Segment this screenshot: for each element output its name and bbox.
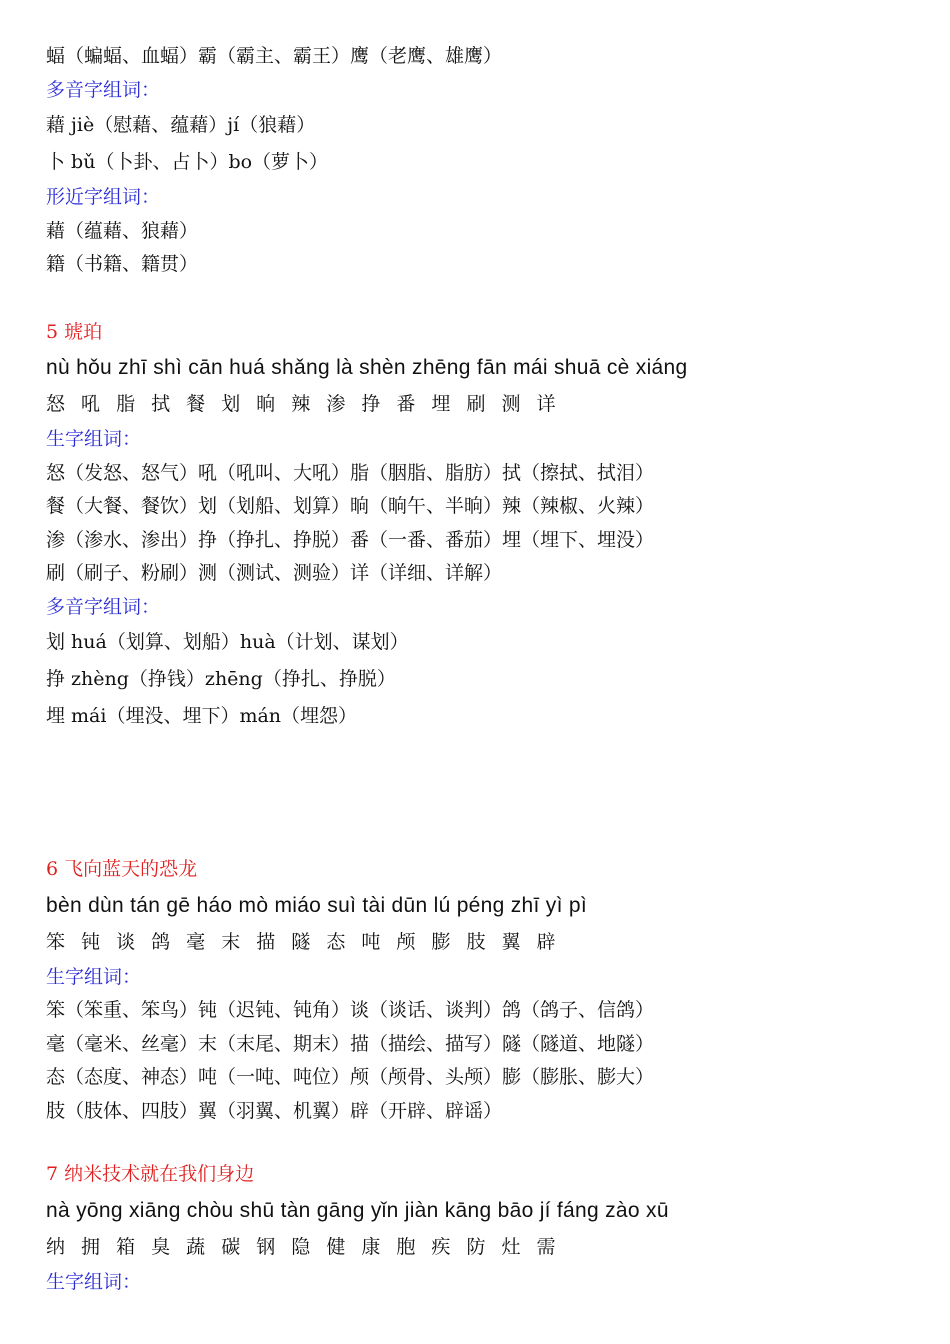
pinyin-row: nù hǒu zhī shì cān huá shǎng là shèn zhēng fān mái shuā cè xiáng [46, 356, 688, 379]
polyphonic-label: 多音字组词： [46, 595, 161, 618]
polyphonic-line: 卜 bǔ（卜卦、占卜）bo（萝卜） [46, 151, 329, 173]
word-line: 渗（渗水、渗出）挣（挣扎、挣脱）番（一番、番茄）埋（埋下、埋没） [46, 528, 655, 551]
pinyin-row: bèn dùn tán gē háo mò miáo suì tài dūn lú péng zhī yì pì [46, 893, 587, 917]
polyphonic-line: 藉 jiè（慰藉、蕴藉）jí（狼藉） [46, 114, 316, 136]
words-label: 生字组词： [46, 428, 142, 450]
polyphonic-line: 埋 mái（埋没、埋下）mán（埋怨） [46, 705, 358, 727]
word-line: 态（态度、神态）吨（一吨、吨位）颅（颅骨、头颅）膨（膨胀、膨大） [46, 1066, 655, 1088]
pinyin-row: nà yōng xiāng chòu shū tàn gāng yǐn jiàn kāng bāo jí fáng zào xū [46, 1198, 669, 1222]
similar-chars-label: 形近字组词： [46, 186, 161, 208]
word-line: 餐（大餐、餐饮）划（划船、划算）晌（晌午、半晌）辣（辣椒、火辣） [46, 495, 655, 517]
word-line: 毫（毫米、丝毫）末（末尾、期末）描（描绘、描写）隧（隧道、地隧） [46, 1032, 655, 1055]
polyphonic-label: 多音字组词： [46, 78, 161, 101]
vocab-line: 蝠（蝙蝠、血蝠）霸（霸主、霸王）鹰（老鹰、雄鹰） [46, 45, 503, 67]
character-row: 笨 钝 谈 鸽 毫 末 描 隧 态 吨 颅 膨 肢 翼 辟 [46, 930, 561, 953]
character-row: 怒 吼 脂 拭 餐 划 晌 辣 渗 挣 番 埋 刷 测 详 [46, 393, 561, 415]
words-label: 生字组词： [46, 1270, 142, 1293]
word-line: 笨（笨重、笨鸟）钝（迟钝、钝角）谈（谈话、谈判）鸽（鸽子、信鸽） [46, 999, 655, 1021]
lesson-title: 6 飞向蓝天的恐龙 [46, 858, 198, 880]
lesson-title: 5 琥珀 [46, 320, 103, 343]
word-line: 肢（肢体、四肢）翼（羽翼、机翼）辟（开辟、辟谣） [46, 1099, 503, 1122]
document-page [46, 40, 906, 1299]
character-row: 纳 拥 箱 臭 蔬 碳 钢 隐 健 康 胞 疾 防 灶 需 [46, 1235, 561, 1258]
polyphonic-line: 挣 zhèng（挣钱）zhēng（挣扎、挣脱） [46, 668, 396, 690]
word-line: 刷（刷子、粉刷）测（测试、测验）详（详细、详解） [46, 562, 503, 584]
similar-chars-line: 藉（蕴藉、狼藉） [46, 219, 199, 242]
lesson-title: 7 纳米技术就在我们身边 [46, 1163, 255, 1185]
words-label: 生字组词： [46, 965, 142, 988]
polyphonic-line: 划 huá（划算、划船）huà（计划、谋划） [46, 631, 409, 653]
word-line: 怒（发怒、怒气）吼（吼叫、大吼）脂（胭脂、脂肪）拭（擦拭、拭泪） [46, 461, 655, 484]
similar-chars-line: 籍（书籍、籍贯） [46, 253, 199, 275]
